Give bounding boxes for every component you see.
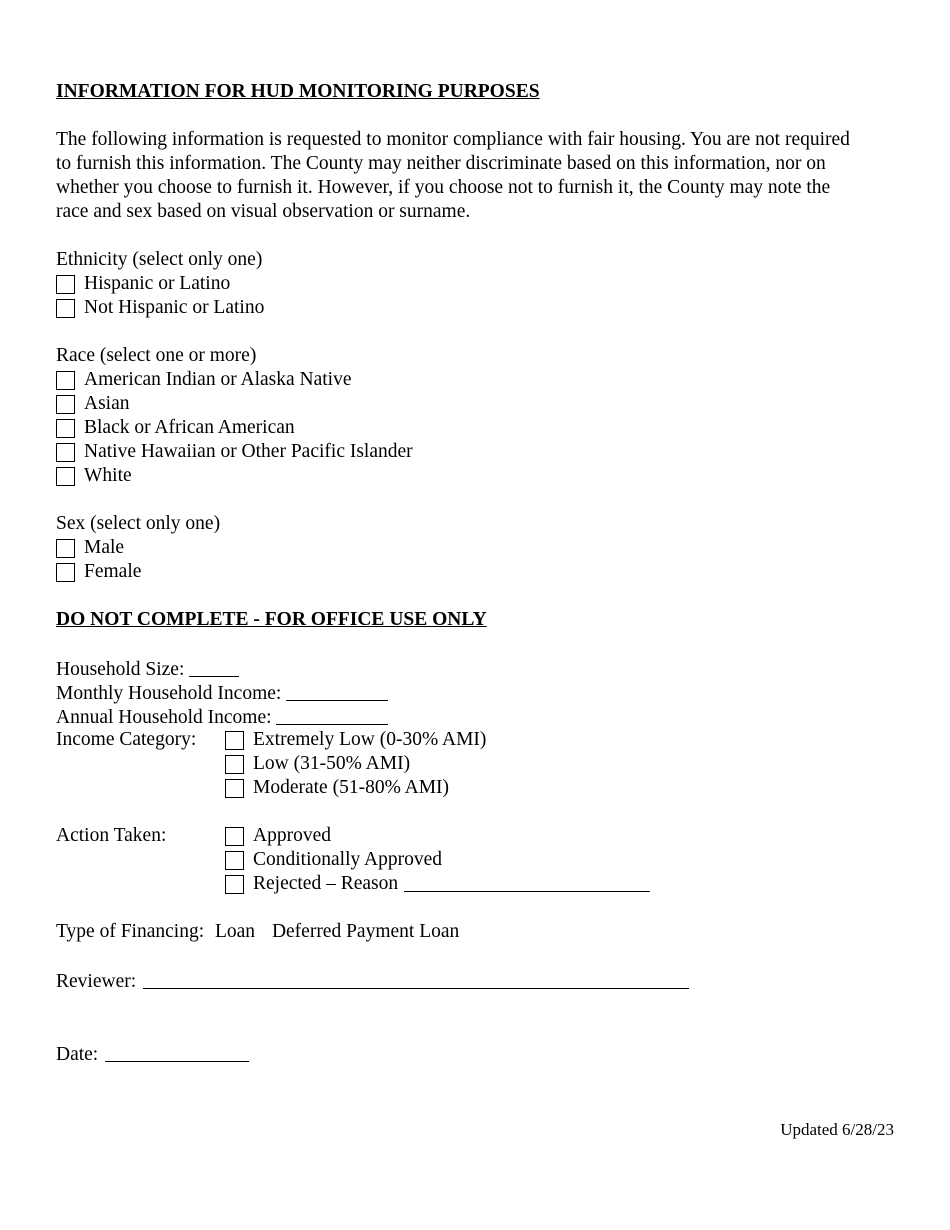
option-label: Extremely Low (0-30% AMI) — [253, 729, 487, 750]
action-option-rejected[interactable] — [56, 872, 896, 896]
household-size-row — [56, 656, 896, 680]
option-label: Asian — [84, 393, 130, 414]
household-size-label: Household Size: — [56, 659, 185, 680]
reviewer-label: Reviewer: — [56, 971, 137, 992]
intro-line: The following information is requested to monitor compliance with fair housing. You are not required — [56, 129, 850, 150]
sex-label: Sex (select only one) — [56, 513, 221, 534]
option-label: Native Hawaiian or Other Pacific Islander — [84, 441, 413, 462]
action-group — [56, 824, 896, 896]
ethnicity-group — [56, 248, 896, 320]
sex-group — [56, 512, 896, 584]
race-option-white[interactable] — [56, 464, 896, 488]
updated-date: Updated 6/28/23 — [780, 1120, 894, 1139]
income-option-extremely-low[interactable] — [56, 728, 896, 752]
financing-row — [56, 920, 896, 944]
intro-line: to furnish this information. The County may neither discriminate based on this information, nor on — [56, 153, 826, 174]
financing-option-deferred[interactable]: Deferred Payment Loan — [271, 921, 460, 942]
option-label: American Indian or Alaska Native — [84, 369, 352, 390]
sex-option-female[interactable] — [56, 560, 896, 584]
race-group — [56, 344, 896, 488]
intro-line: race and sex based on visual observation or surname. — [56, 201, 471, 222]
annual-income-row — [56, 704, 896, 728]
action-taken-label: Action Taken: — [56, 825, 167, 846]
form-page — [56, 80, 896, 1065]
option-label: Not Hispanic or Latino — [84, 297, 265, 318]
checkbox[interactable] — [56, 419, 75, 438]
option-label: Black or African American — [84, 417, 295, 438]
ethnicity-option-not-hispanic[interactable] — [56, 296, 896, 320]
date-field[interactable] — [105, 1043, 249, 1062]
reviewer-row — [56, 968, 896, 992]
option-label: White — [84, 465, 132, 486]
checkbox[interactable] — [56, 563, 75, 582]
race-option-black[interactable] — [56, 416, 896, 440]
option-label: Male — [84, 537, 125, 558]
action-option-conditional[interactable] — [56, 848, 896, 872]
checkbox[interactable] — [225, 731, 244, 750]
office-fields — [56, 656, 896, 800]
option-label: Hispanic or Latino — [84, 273, 231, 294]
household-size-field[interactable] — [189, 658, 239, 677]
checkbox[interactable] — [56, 467, 75, 486]
monthly-income-row — [56, 680, 896, 704]
option-label: Rejected – Reason — [253, 873, 399, 894]
income-category-label: Income Category: — [56, 729, 197, 750]
annual-income-field[interactable] — [276, 706, 388, 725]
section-title-hud: INFORMATION FOR HUD MONITORING PURPOSES — [56, 81, 540, 102]
checkbox[interactable] — [225, 755, 244, 774]
income-option-moderate[interactable] — [56, 776, 896, 800]
race-option-pacific-islander[interactable] — [56, 440, 896, 464]
option-label: Conditionally Approved — [253, 849, 443, 870]
office-section — [56, 608, 896, 1065]
race-label: Race (select one or more) — [56, 345, 257, 366]
checkbox[interactable] — [225, 779, 244, 798]
checkbox[interactable] — [56, 443, 75, 462]
option-label: Moderate (51-80% AMI) — [253, 777, 450, 798]
option-label: Low (31-50% AMI) — [253, 753, 411, 774]
section-title-office: DO NOT COMPLETE - FOR OFFICE USE ONLY — [56, 609, 487, 630]
checkbox[interactable] — [56, 299, 75, 318]
monthly-income-field[interactable] — [286, 682, 388, 701]
checkbox[interactable] — [56, 371, 75, 390]
checkbox[interactable] — [225, 875, 244, 894]
sex-option-male[interactable] — [56, 536, 896, 560]
income-option-low[interactable] — [56, 752, 896, 776]
date-label: Date: — [56, 1044, 99, 1065]
option-label: Female — [84, 561, 142, 582]
ethnicity-label: Ethnicity (select only one) — [56, 249, 263, 270]
checkbox[interactable] — [56, 395, 75, 414]
intro-paragraph — [56, 128, 896, 224]
rejection-reason-field[interactable] — [404, 873, 650, 892]
date-row — [56, 1041, 896, 1065]
checkbox[interactable] — [56, 275, 75, 294]
checkbox[interactable] — [225, 827, 244, 846]
option-label: Approved — [253, 825, 331, 846]
financing-option-loan[interactable]: Loan — [214, 921, 256, 942]
checkbox[interactable] — [56, 539, 75, 558]
action-option-approved[interactable] — [56, 824, 896, 848]
race-option-american-indian[interactable] — [56, 368, 896, 392]
reviewer-field[interactable] — [143, 970, 689, 989]
race-option-asian[interactable] — [56, 392, 896, 416]
annual-income-label: Annual Household Income: — [56, 707, 272, 728]
intro-line: whether you choose to furnish it. However, if you choose not to furnish it, the County may note the — [56, 177, 831, 198]
monthly-income-label: Monthly Household Income: — [56, 683, 282, 704]
checkbox[interactable] — [225, 851, 244, 870]
financing-label: Type of Financing: — [56, 921, 205, 942]
ethnicity-option-hispanic[interactable] — [56, 272, 896, 296]
